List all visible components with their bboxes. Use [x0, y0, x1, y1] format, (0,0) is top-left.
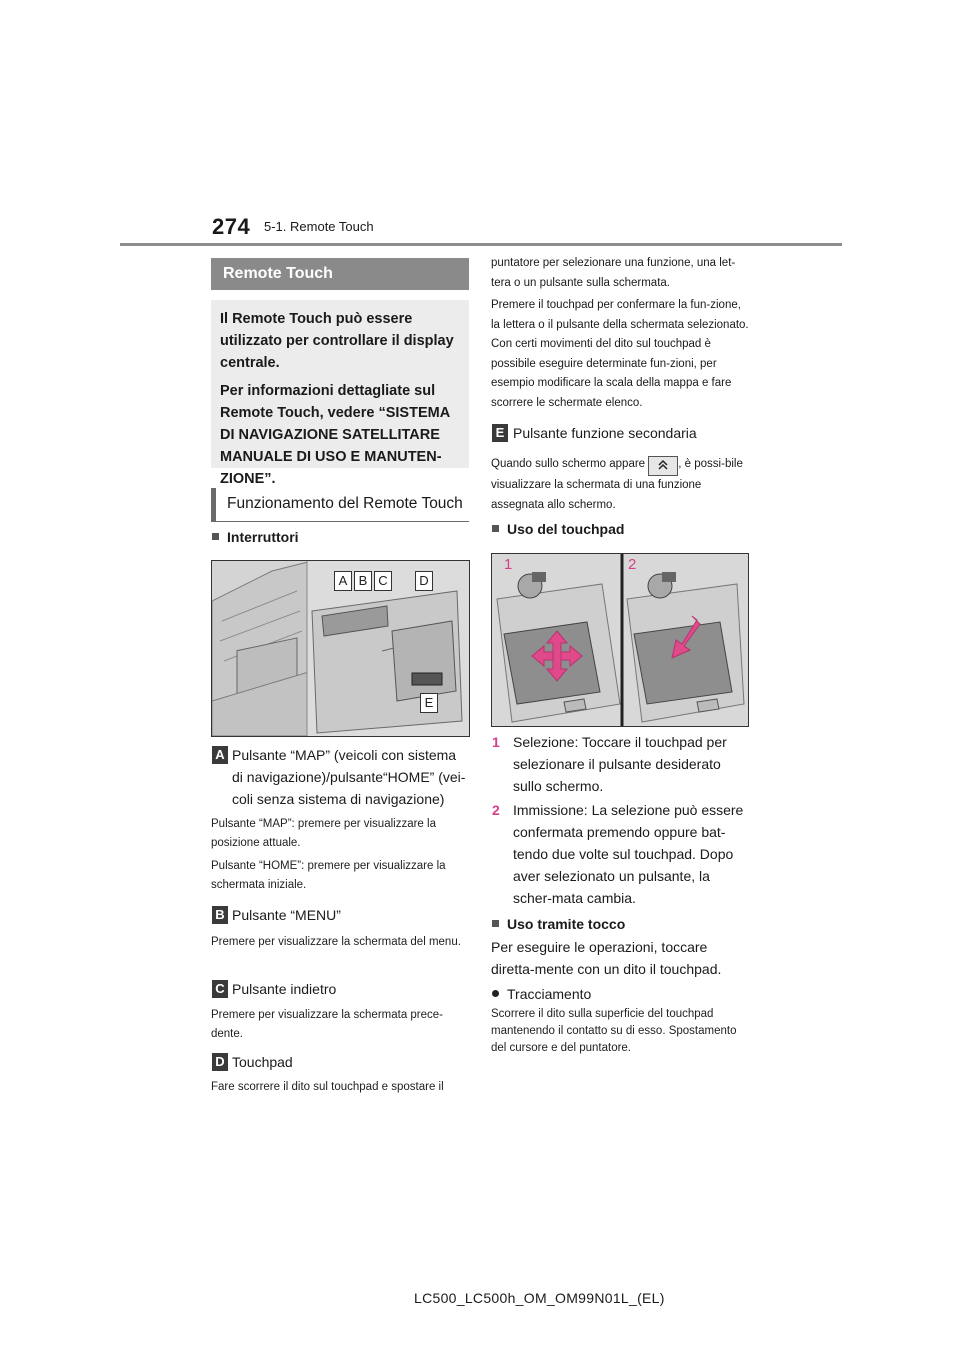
subsection-heading: Funzionamento del Remote Touch — [211, 488, 469, 522]
figure-step-1-label: 1 — [504, 556, 513, 573]
tracking-desc: Scorrere il dito sulla superficie del touchpad mantenendo il contatto su di esso. Spostamento del cursore e del puntatore. — [491, 1008, 737, 1054]
touchpad-heading-text: Uso del touchpad — [507, 521, 625, 537]
step-1-text: Selezione: Toccare il touchpad per selezionare il pulsante desiderato sullo schermo. — [513, 734, 727, 794]
item-c-desc: Premere per visualizzare la schermata prece-dente. — [211, 1009, 444, 1040]
remote-touch-figure — [211, 560, 470, 737]
touchpad-figure — [491, 553, 749, 727]
square-bullet-icon — [492, 525, 499, 532]
dot-bullet-icon — [492, 990, 499, 997]
item-d-title: Touchpad — [232, 1054, 293, 1070]
item-d-desc-cont: puntatore per selezionare una funzione, una let-tera o un pulsante sulla schermata. — [491, 257, 736, 289]
touch-heading — [492, 916, 625, 932]
intro-paragraph-2: Per informazioni dettagliate sul Remote Touch, vedere “SISTEMA DI NAVIGAZIONE SATELLITARE MANUALE DI USO E MANUTEN-ZIONE”. — [220, 383, 450, 487]
step-2-number: 2 — [492, 802, 500, 818]
touchpad-heading — [492, 521, 624, 537]
step-1-number: 1 — [492, 734, 500, 750]
item-a-desc-2: Pulsante “HOME”: premere per visualizzare la schermata iniziale. — [211, 860, 446, 891]
switches-heading-text: Interruttori — [227, 529, 299, 545]
figure-label-a: A — [334, 571, 352, 591]
item-e-label: E — [492, 424, 508, 442]
touch-text: Per eseguire le operazioni, toccare diretta-mente con un dito il touchpad. — [491, 939, 722, 977]
page-title: Remote Touch — [211, 258, 469, 290]
item-a-title: Pulsante “MAP” (veicoli con sistema di navigazione)/pulsante“HOME” (vei-coli senza sistema di navigazione) — [232, 747, 466, 807]
touchpad-illustration — [492, 554, 748, 726]
header-divider — [120, 243, 842, 246]
switches-heading — [212, 529, 299, 545]
figure-label-b: B — [354, 571, 372, 591]
item-a-label: A — [212, 746, 228, 764]
item-c-title: Pulsante indietro — [232, 981, 337, 997]
page-number: 274 — [212, 214, 251, 239]
item-b-label: B — [212, 906, 228, 924]
step-2-text: Immissione: La selezione può essere confermata premendo oppure bat-tendo due volte sul touchpad. Dopo aver selezionato un pulsante, la scher-mata cambia. — [513, 802, 744, 906]
item-d-desc: Fare scorrere il dito sul touchpad e spostare il — [211, 1081, 444, 1093]
document-code: LC500_LC500h_OM_OM99N01L_(EL) — [414, 1290, 665, 1306]
item-c-label: C — [212, 980, 228, 998]
figure-label-e: E — [420, 693, 438, 713]
square-bullet-icon — [212, 533, 219, 540]
section-title: 5-1. Remote Touch — [264, 219, 374, 234]
item-e-desc-before: Quando sullo schermo appare — [491, 458, 646, 470]
item-d-label: D — [212, 1053, 228, 1071]
figure-step-2-label: 2 — [628, 556, 637, 573]
touch-heading-text: Uso tramite tocco — [507, 916, 626, 932]
item-b-title: Pulsante “MENU” — [232, 907, 341, 923]
intro-paragraph-1: Il Remote Touch può essere utilizzato per controllare il display centrale. — [220, 311, 454, 371]
tracking-bullet-text: Tracciamento — [507, 986, 592, 1002]
item-b-desc: Premere per visualizzare la schermata del menu. — [211, 936, 461, 948]
step-2 — [492, 799, 750, 909]
step-1 — [492, 731, 750, 797]
figure-label-c: C — [374, 571, 392, 591]
double-chevron-up-icon — [648, 456, 678, 476]
square-bullet-icon — [492, 920, 499, 927]
item-e-title: Pulsante funzione secondaria — [513, 425, 697, 441]
item-e-desc-after: , è possi-bile visualizzare la schermata di una funzione assegnata allo schermo. — [491, 458, 743, 511]
figure-label-d: D — [415, 571, 433, 591]
item-a-desc-1: Pulsante “MAP”: premere per visualizzare la posizione attuale. — [211, 818, 436, 849]
item-e-desc — [491, 455, 749, 515]
intro-box — [211, 300, 469, 487]
tracking-bullet — [492, 983, 591, 1005]
item-d-desc-2: Premere il touchpad per confermare la fun-zione, la lettera o il pulsante della schermata selezionato. Con certi movimenti del dito sul touchpad è possibile eseguire determinate fun-zioni, per esempio modificare la scala della mappa e fare scorrere le schermate elenco. — [491, 299, 749, 409]
